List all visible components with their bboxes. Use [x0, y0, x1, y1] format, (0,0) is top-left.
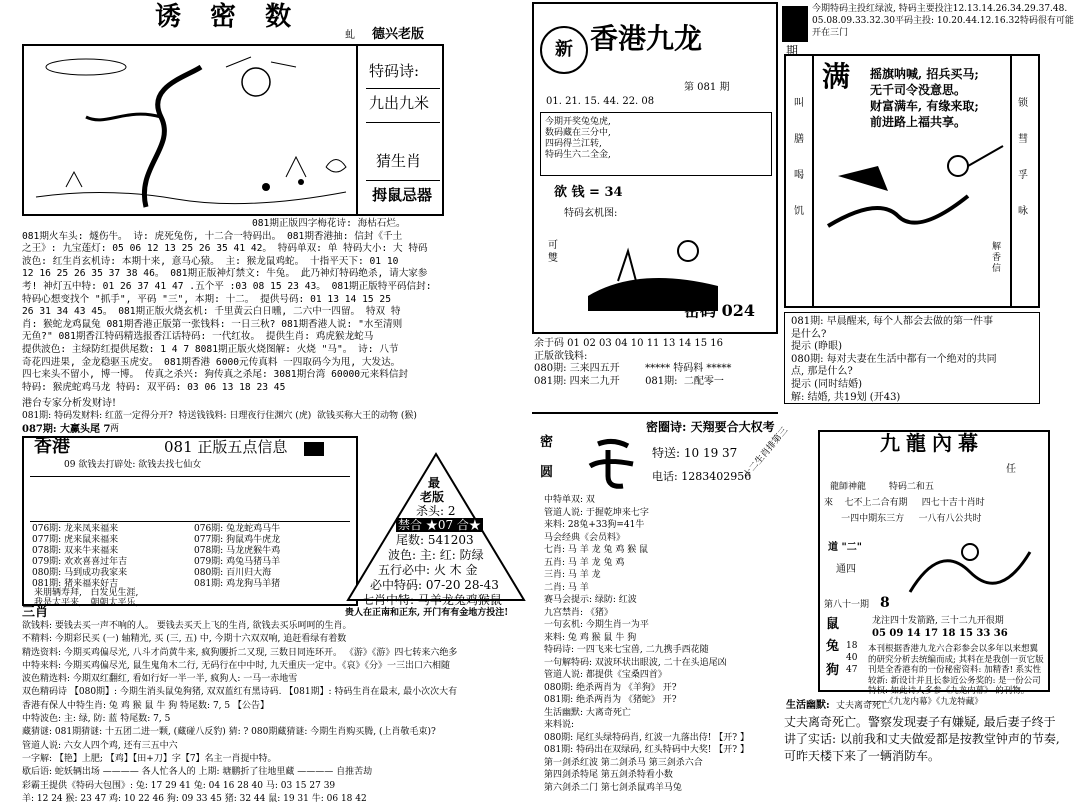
hk9-numbers: 01. 21. 15. 44. 22. 08: [546, 96, 655, 107]
touma-panel: [22, 44, 444, 216]
text-line: 一句解特码: 双波环状出眼波, 二十在头追尾凶: [544, 657, 727, 668]
man-illustration: [818, 136, 1008, 246]
kowloon-nums: 05 09 14 17 18 15 33 36: [872, 628, 1008, 639]
five-points-poem-b: 我是太平来, 朝朝太平乐,: [34, 598, 139, 608]
text-line: 羊: 12 24 猴: 23 47 鸡: 10 22 46 狗: 09 33 45 猪: 32 44 鼠: 19 31 牛: 06 18 42: [22, 793, 367, 804]
text-line: 点, 那是什么?: [791, 366, 853, 378]
mi-top-rule: [532, 412, 778, 414]
text-line: 彩霸王提供《特码大包围》: 兔: 17 29 41 兔: 04 16 28 40 马: 03 15 27 39: [22, 780, 336, 791]
text-line: 特码: 猴虎蛇鸡马龙 特码: 双平码: 03 06 13 18 23 45: [22, 381, 286, 393]
mid-left-tag: 两: [110, 424, 120, 434]
triangle-top1: 最: [428, 476, 441, 490]
text-line: 特码心想变找个 "抓手", 平码 "三", 本期: 十二。 提供号码: 01 13 14 15 25: [22, 293, 391, 305]
text-line: 26 31 34 43 45。 081期正版火烧玄机: 千里黄云白日曛, 二六中一四留。 特双 特: [22, 306, 401, 318]
five-points-brand: 香港: [34, 436, 70, 457]
text-line: 不精料: 今期彩民买 (一) 轴精光, 买 (三, 五) 中, 今期十六双双响, 追赶看绿有着数: [22, 634, 347, 645]
triangle-seven: 七肖中特: 马羊龙兔鸡猴鼠: [362, 593, 502, 607]
touma-illustration: [26, 47, 356, 215]
text-line: 波色精选料: 今期双红翻红, 看如行好一半一半, 疯狗人: 一马一赤地雪: [22, 674, 298, 685]
new-badge: 新: [540, 26, 588, 74]
text-line: 081期: 特码出在双绿码, 红头特码中大奖! 【开? 】: [544, 745, 749, 755]
man-left-tag: 期: [786, 44, 799, 58]
text-line: 波色: 红生肖玄机诗: 本期十来, 意马心猿。 主: 猴龙鼠鸡蛇。 十指平天下: 01 10: [22, 255, 399, 267]
mi-top: 密圈诗: 天翔要合大权考: [646, 420, 775, 434]
text-line: 三肖: 马 羊 龙: [544, 570, 601, 580]
five-points-sub: 09 欲钱去打辟处: 欲钱去找七仙女: [64, 460, 202, 470]
kowloon-row2: 來 七不上二合有期 四七十吉十肖时: [824, 498, 985, 508]
text-line: 马会经典《会员料》: [544, 532, 626, 543]
text-line: 第六剑杀二门 第七剑杀鼠鸡羊马兔: [544, 782, 682, 793]
text-line: 奇花四进果, 金龙稳驱玉虎安。 081期香港 6000元传真料 一四取码今为甩, 大发达。: [22, 356, 401, 368]
text-line: 特码诗: 一四飞来七宝兽, 二九携手西花随: [544, 645, 709, 655]
left-text-block: [22, 218, 522, 394]
touma-title: 诱 密 数: [155, 2, 302, 32]
text-line: 香港有保人中特生肖: 兔 鸡 猴 鼠 牛 狗 特尾数: 7, 5 【公告】: [22, 700, 269, 711]
triangle-tail: 尾数: 541203: [396, 533, 474, 547]
text-line: 五肖: 马 羊 龙 兔 鸡: [544, 557, 625, 568]
man-char: 满: [822, 60, 851, 93]
man-text-panel: [784, 312, 1040, 404]
text-line: 中特来料: 今期买鸡偏尽光, 鼠生鬼角木二行, 无码行在中中时, 九天重庆一定中。《哀》《分》一三出口六相随: [22, 660, 451, 671]
man-right-rule: [1010, 56, 1012, 306]
kowloon-side2: 通四: [836, 564, 856, 575]
text-line: 中特波色: 主: 绿, 防: 蓝 特尾数: 7, 5: [22, 714, 171, 725]
list-item: 077期: 虎来鼠来福来: [32, 535, 119, 545]
triangle-wave: 波色: 主: 红: 防绿: [388, 548, 484, 562]
hk9-code: 欲 钱 = 34: [554, 185, 623, 200]
kowloon-para: 本刊根据香港九龙六合彩参会以多年以来想翼的研究分析去统编而成; 其料在是我创一页它版刊是全香港有的一份秘密资料: 加精香! 系实性较新: 新设计并且长参近公务奖的: 是一份公司特权: 如此诗人多参《九龙内幕》 的刊物。 ——《九龙内幕》《九龙特藏》: [868, 644, 1044, 707]
text-line: 081期: 四来二九开 081期: 二配零一: [534, 375, 724, 387]
text-line: 中特单双: 双: [544, 495, 595, 505]
man-text-lines: [791, 316, 1035, 404]
text-line: 生活幽默: 大离奇死亡: [544, 707, 631, 718]
text-line: 前进路上福共享。: [870, 115, 967, 129]
hk9-issue: 第 081 期: [684, 82, 730, 93]
mi-lines: [544, 494, 780, 794]
kowloon-mid: 龙注四十发箭路, 三十二九开很期: [872, 616, 1004, 626]
text-line: 七肖: 马 羊 龙 兔 鸡 猴 鼠: [544, 545, 649, 555]
list-item: 076期: 兔龙蛇鸡马牛: [194, 524, 281, 534]
man-panel: [784, 54, 1040, 308]
hk9-title: 香港九龙: [590, 22, 703, 55]
man-poem: [870, 66, 1010, 130]
bottom-left-title: 三肖: [22, 605, 49, 620]
text-line: 肖: 猴蛇龙鸡鼠兔 081期香港正版第一张钱料: 一日三秋? 081期香港人说: "水至清则: [22, 318, 403, 330]
text-line: 来料: 28兔+33狗=41牛: [544, 520, 645, 530]
man-left-col: 叫 膳 喝 饥: [794, 98, 804, 217]
touma-poem-line1: 九出九米: [369, 94, 430, 112]
hk9-panel: [532, 2, 778, 334]
five-points-rows-right: [194, 524, 354, 590]
triangle-top2: 老版: [420, 490, 445, 504]
text-line: 财富满车, 有缘来取;: [870, 99, 979, 113]
five-points-poem-a: 来朋辆寿拜, 白发见生涯,: [34, 588, 139, 598]
kowloon-small-nums: 18 40 47: [846, 641, 858, 675]
text-line: 摇旗呐喊, 招兵买马;: [870, 67, 979, 81]
humor-title-b: 丈夫离奇死亡: [836, 701, 891, 711]
text-line: 来料说:: [544, 720, 575, 730]
text-line: 080期: 尾红头绿特码肖, 红波一九落出侍! 【开? 】: [544, 732, 749, 743]
list-item: 076期: 龙来凤来福来: [32, 524, 119, 534]
kowloon-left3: 狗: [826, 663, 840, 678]
man-header1: 今期特码主投红绿波, 特码主要投注12.13.14.26.34.29.37.48.: [812, 4, 1068, 14]
kowloon-illustration: [900, 532, 1040, 596]
mi-left: 密 圆: [540, 435, 554, 480]
text-line: 081期: 早晨醒来, 每个人都会去做的第一件事: [791, 316, 993, 327]
text-line: 第四剑杀特尾 第五剑杀特看小数: [544, 770, 673, 780]
touma-underline-3: [366, 180, 440, 181]
list-item: 079期: 欢欢喜喜过年吉: [32, 557, 128, 567]
list-item: 080期: 百川归大海: [194, 568, 272, 578]
humor-text: 丈夫离奇死亡。警察发现妻子有嫌疑, 最后妻子终于讲了实话: 以前我和丈夫做爱都是按教堂钟声的节奏, 可昨天楼下来了一辆消防车。: [784, 715, 1060, 763]
touma-underline-2: [366, 122, 440, 123]
triangle-element: 五行必中: 火 木 金: [378, 563, 478, 577]
list-item: 081期: 鸡龙狗马羊猪: [194, 579, 281, 589]
five-points-panel: [22, 436, 358, 606]
hk9-side: 可 雙: [548, 240, 558, 264]
text-line: 藏猜谜: 081期猜谜: 十五团二进一颗, (藏碰八反豹) 猜: ? 080期藏猜谜: 今期生肖购买腾, (上肖敬毛束)?: [22, 727, 436, 738]
text-line: 管道人说: 都提供《宝桑四首》: [544, 670, 667, 680]
list-item: 081期: 猪来福来好吉: [32, 579, 119, 589]
mid-left-line3: 087期: 大赢头尾 7: [22, 424, 111, 435]
text-line: 来料: 兔 鸡 猴 鼠 牛 狗: [544, 632, 637, 643]
text-line: 之王》: 九宝莲灯: 05 06 12 13 25 26 35 41 42。 特码单双: 单 特码大小: 大 特码: [22, 243, 428, 255]
text-line: 管道人说: 于握乾坤来七字: [544, 507, 649, 518]
man-header3: 开在三门: [812, 28, 849, 38]
hk9-poem: 今期开奖兔兔虎, 数码藏在三分中, 四码得兰江转, 特码生六二全金,: [545, 117, 611, 160]
text-line: 080期: 绝杀两肖为 《羊狗》 开?: [544, 682, 677, 693]
text-line: 一字解: 【艳】上肥; 【鸡】【田+刀】字【7】名主一肖提中特。: [22, 753, 277, 764]
text-line: 12 16 25 26 35 37 38 46。 081期正版神灯禁文: 牛兔。 此乃神灯特码绝杀, 请大家参: [22, 268, 428, 280]
text-line: 精选资料: 今期买鸡偏尽光, 八斗才尚黄牛来, 疯狗腰折二又现, 三数日同连环开。 《游》《游》四七转来六绝多: [22, 647, 458, 658]
bottom-left-lines: [22, 620, 532, 806]
kowloon-ren: 任: [1006, 464, 1016, 475]
kowloon-left1: 鼠: [826, 617, 840, 632]
touma-divider: [356, 46, 358, 214]
text-line: 无鱼?" 081期香江特码精选报香江话特码: 一代红妆。 提供生肖: 鸡虎猴龙蛇马: [22, 331, 374, 343]
mid-left-line1: 港台专家分析发财诗!: [22, 398, 117, 409]
list-item: 078期: 双来牛来福来: [32, 546, 119, 556]
text-line: 081期火车头: 燧伤牛。 诗: 虎死兔伤, 十二合一特码出。 081期香港抽: 信封《千土: [22, 230, 403, 242]
man-corner: 解 香 信: [992, 242, 1002, 274]
text-line: 二肖: 马 羊: [544, 582, 589, 593]
text-line: 正版欲钱料:: [534, 350, 588, 362]
list-item: 077期: 狗鼠鸡牛虎龙: [194, 535, 281, 545]
text-line: 第一剑杀红波 第二剑杀马 第三剑杀六合: [544, 757, 703, 768]
triangle-banner: 禁合 ★07 合★: [398, 518, 481, 532]
text-line: 081期正版四字梅花诗: 海枯石烂。: [252, 218, 406, 229]
text-line: 赛马会提示: 绿防: 红波: [544, 595, 637, 605]
text-line: 歇后语: 蛇妖辆出场 ———— 各人忙各人的 上期: 塘鹏折了往地里藏 ———— 自推苦劫: [22, 767, 373, 778]
touma-edition-mark: 虬: [345, 30, 355, 41]
text-line: 解: 结婚, 共19划 (开43): [791, 391, 901, 403]
hk9-code2: 特码玄机图:: [564, 208, 618, 219]
kowloon-row1: 龍師神龍 特码二和五: [830, 482, 934, 492]
hk9-secret: 密码 024: [684, 301, 755, 320]
text-line: 欲钱料: 要钱去买一声不响的人。 要钱去买天上飞的生肖, 欲钱去买乐呵呵的生肖。: [22, 621, 352, 631]
text-line: 无千司令没意思。: [870, 83, 967, 97]
mi-phone: 电话: 1283402956: [652, 470, 752, 483]
text-line: 081期: 绝杀两肖为 《猪蛇》 开?: [544, 695, 677, 705]
five-points-rows-left: [32, 524, 192, 590]
text-line: 提供波色: 主绿防红提供尾数: 1 4 7 8081期正版火烧图解: 火烧 "马"。 诗: 八节: [22, 343, 399, 355]
touma-guess-label: 猜生肖: [376, 152, 422, 170]
humor-title: 生活幽默:: [786, 700, 830, 711]
five-points-notes: [30, 476, 350, 522]
mid-left-line2: 081期: 特码发财料: 红蓝一定得分开? 特送钱钱料: 日理夜行住渊穴 (虎) 欲钱买称大王的动物 (猴): [22, 411, 417, 421]
man-header2: 05.08.09.33.32.30平码主投: 10.20.44.12.16.32特码很有可能: [812, 16, 1074, 26]
touma-source: 德兴老版: [372, 27, 425, 42]
kowloon-row3: 一四中期东三方 一八有八公共时: [824, 514, 982, 524]
text-line: 提示 (睁眼): [791, 341, 842, 353]
five-points-title: 081 正版五点信息: [164, 438, 288, 456]
text-line: 一句玄机: 今期生肖一为平: [544, 620, 649, 630]
kowloon-side1: 道 "二": [828, 542, 862, 553]
bottom-left-slogan: 贵人在正南和正东, 开门有有金地方投注!: [345, 608, 509, 618]
triangle-must: 必中特码: 07-20 28-43: [370, 578, 499, 592]
kowloon-issue: 第八十一期: [824, 600, 870, 610]
text-line: 双色精码诗 【080期】: 今期生消头鼠兔狗猪, 双双蓝红有黑诗码. 【081期】: 特码生肖在最末, 最小次次大有: [22, 687, 458, 698]
list-item: 080期: 马到成功我家来: [32, 568, 128, 578]
text-line: 管道人说: 六女人四个鸡, 还有三五中六: [22, 740, 178, 751]
mi-side: 十二生肖排第三: [742, 425, 791, 481]
black-tag: [304, 442, 324, 456]
text-line: 提示 (同时结婚): [791, 378, 862, 390]
text-line: 080期: 三来四五开 ***** 特码料 *****: [534, 363, 732, 375]
kowloon-left2: 兔: [826, 639, 840, 654]
text-line: 九宫禁肖: 《猪》: [544, 607, 613, 618]
text-line: 是什么?: [791, 328, 827, 340]
triangle-kill: 杀头: 2: [416, 504, 456, 518]
man-badge: [782, 6, 808, 42]
touma-answer: 拇鼠忌器: [372, 186, 433, 204]
list-item: 078期: 马龙虎猴牛鸡: [194, 546, 281, 556]
man-left-rule: [812, 56, 814, 306]
text-line: 余于码 01 02 03 04 10 11 13 14 15 16: [534, 338, 724, 349]
mi-send: 特送: 10 19 37: [652, 446, 738, 460]
hk9-poem-box: [540, 112, 772, 176]
list-item: 079期: 鸡兔马猪马羊: [194, 557, 281, 567]
touma-poem-label: 特码诗:: [369, 62, 420, 80]
text-line: 考! 神灯五中特: 01 26 37 41 47 .五个平 :03 08 15 23 43。 081期正版特平码信封:: [22, 280, 432, 292]
kowloon-title: 九龍內幕: [880, 431, 984, 455]
mi-glyph: [578, 436, 648, 496]
touma-underline-1: [366, 88, 440, 89]
text-line: 080期: 每对夫妻在生活中都有一个绝对的共同: [791, 353, 997, 365]
hk9-bottom: [534, 338, 784, 388]
kowloon-num-big: 8: [880, 595, 890, 611]
man-right-col: 锁 彗 孚 咏: [1018, 98, 1028, 217]
text-line: 四七来头不留小, 博一博。 传真之杀兴: 狗传真之杀尾: 3081期台湾 60000元来料信封: [22, 369, 409, 381]
